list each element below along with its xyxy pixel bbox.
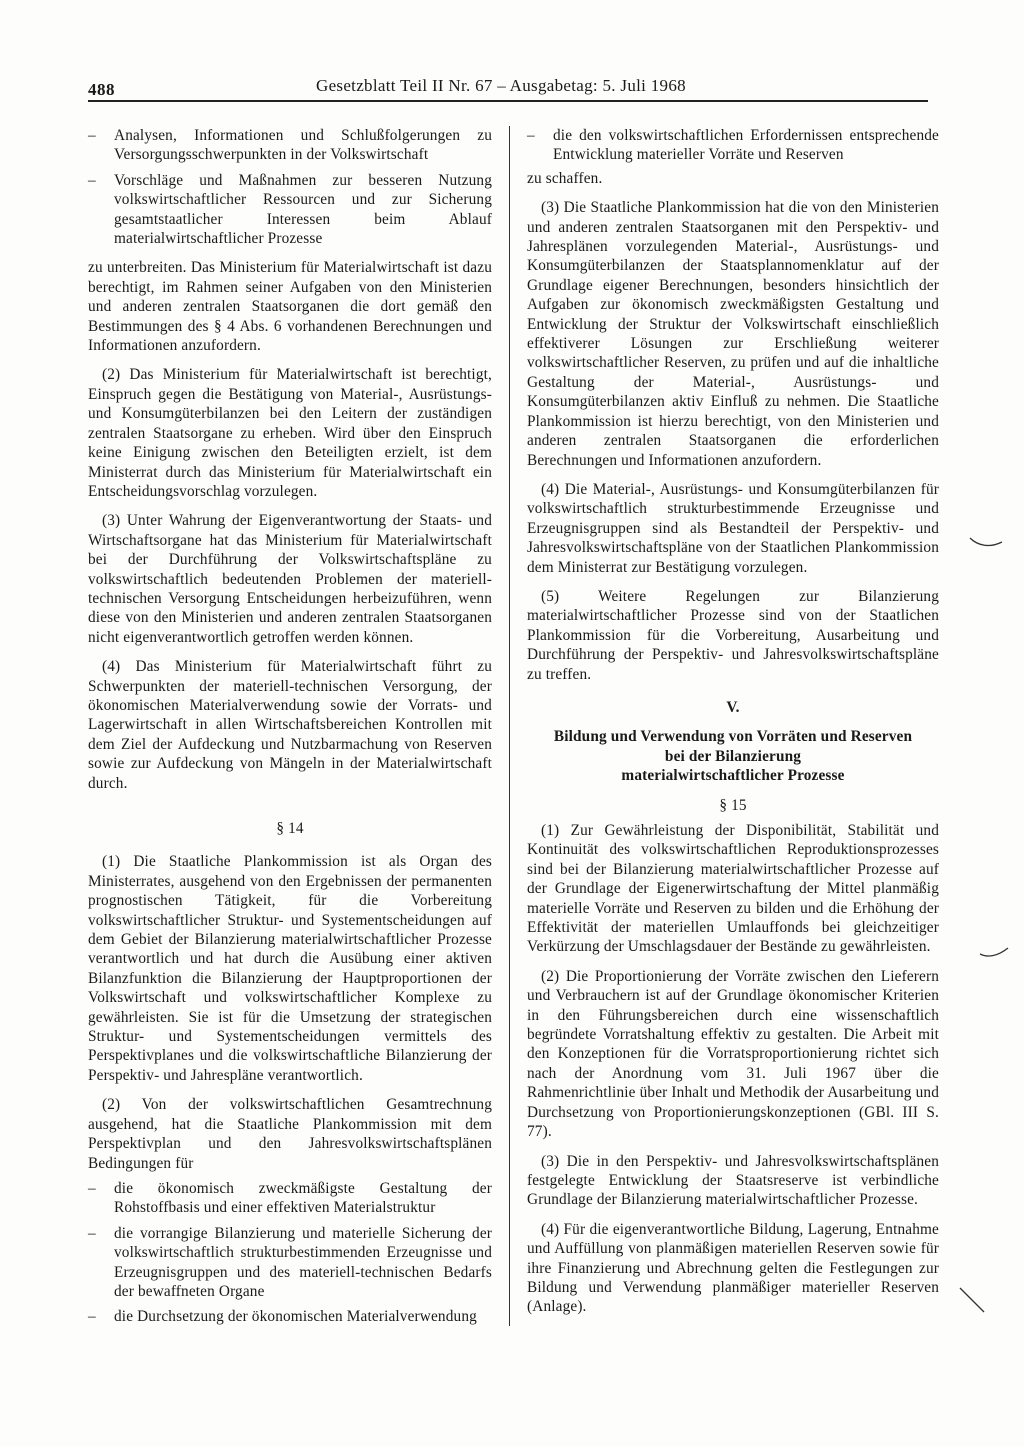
list-item-text: die vorrangige Bilanzierung und materielle Sicherung der volkswirtschaftlich strukturbestimmenden Erzeugnisse und Erzeugnisgruppen und des materiell-technischen Bedarfs der bewaffneten Organe [114, 1224, 492, 1300]
list-item-text: Analysen, Informationen und Schlußfolgerungen zu Versorgungsschwerpunkten in der Volkswirtschaft [114, 127, 492, 164]
list-item [88, 1307, 492, 1326]
chapter-title-line: Bildung und Verwendung von Vorräten und Reserven [553, 728, 913, 746]
chapter-title-line: materialwirtschaftlicher Prozesse [621, 767, 845, 785]
right-column [527, 126, 939, 1327]
paragraph-14-2: (2) Von der volkswirtschaftlichen Gesamtrechnung ausgehend, hat die Staatliche Plankommission mit dem Perspektivplan und den Jahresvolkswirtschaftsplänen Bedingungen für [88, 1096, 492, 1172]
list-item-text: die ökonomisch zweckmäßigste Gestaltung der Rohstoffbasis und einer effektiven Materialstruktur [114, 1179, 492, 1217]
paragraph-schaffen: zu schaffen. [527, 169, 603, 187]
paragraph-15-2: (2) Die Proportionierung der Vorräte zwischen den Lieferern und Verbrauchern ist auf der Grundlage ökonomischer Kriterien in den Führungsbereichen durch eine wissenschaftlich begründete Vorratshaltung effektiv zu gestalten. Die Arbeit mit den Konzeptionen für die Vorratsproportionierung richtet sich nach der Anordnung vom 31. Juli 1967 über die Rahmenrichtlinie über Inhalt und Methodik der Ausarbeitung und Durchsetzung von Proportionierungskonzeptionen (GBl. III S. 77). [527, 967, 939, 1141]
paragraph-14-4: (4) Die Material-, Ausrüstungs- und Konsumgüterbilanzen für volkswirtschaftlich strukturbestimmende Erzeugnisse und Erzeugnisgruppen sind als Bestandteil der Perspektiv- und Jahresvolkswirtschaftspläne von der Staatlichen Plankommission dem Ministerrat zur Bestätigung vorzulegen. [527, 480, 939, 576]
chapter-title-line: bei der Bilanzierung [664, 747, 802, 765]
dash-bullet: – [527, 127, 535, 144]
paragraph-14-5: (5) Weitere Regelungen zur Bilanzierung materialwirtschaftlicher Prozesse sind von der Staatlichen Plankommission für die Vorbereitung, Ausarbeitung und Durchführung der Perspektiv- und Jahresvolkswirtschaftspläne zu treffen. [527, 587, 939, 683]
dash-bullet: – [88, 1224, 96, 1242]
list-item-text: Vorschläge und Maßnahmen zur besseren Nutzung volkswirtschaftlicher Ressourcen und zur Sicherung gesamtstaatlicher Interessen beim Ablauf materialwirtschaftlicher Prozesse [114, 171, 492, 248]
margin-check-mark-icon [968, 532, 1004, 552]
paragraph-14-3: (3) Die Staatliche Plankommission hat die von den Ministerien und anderen zentralen Staatsorganen mit den Perspektiv- und Jahresplänen vorzulegenden Material-, Ausrüstungs- und Konsumgüterbilanzen der Staatsplannomenklatur auf der Grundlage eigener Berechnungen, besonders hinsichtlich der Aufgaben zur ökonomisch zweckmäßigsten Gestaltung und Entwicklung der Struktur der Volkswirtschaft einschließlich effektiverer Lösungen zur Erschließung weiterer volkswirtschaftlicher Reserven, zu prüfen und auf die inhaltliche Gestaltung der Material-, Ausrüstungs- und Konsumgüterbilanzen aktiv Einfluß zu nehmen. Die Staatliche Plankommission ist hierzu berechtigt, von den Ministerien und anderen zentralen Staatsorganen die erforderlichen Berechnungen und Informationen anzufordern. [527, 199, 939, 469]
dash-bullet: – [88, 127, 96, 144]
paragraph-15-1: (1) Zur Gewährleistung der Disponibilität, Stabilität und Kontinuität des volkswirtschaftlichen Reproduktionsprozesses sind bei der Bilanzierung materialwirtschaftlicher Prozesse auf der Grundlage der Eigenerwirtschaftung der Mittel planmäßig materielle Vorräte und Reserven zu bilden und die Erhöhung der Effektivität der materiellen Umlauffonds bei gleichzeitiger Verkürzung der Umschlagsdauer der Bestände zu gewährleisten. [527, 822, 939, 956]
dash-bullet: – [88, 171, 96, 189]
paragraph-13-4: (4) Das Ministerium für Materialwirtschaft führt zu Schwerpunkten der materiell-technischen Versorgung, der ökonomischen Materialverwendung sowie der Vorrats- und Lagerwirtschaft in allen Wirtschaftsbereichen Kontrollen mit dem Ziel der Aufdeckung und Nutzbarmachung von Reserven sowie zur Aufdeckung von Mängeln in der Materialwirtschaft durch. [88, 658, 492, 792]
list-item [527, 126, 939, 165]
left-column [88, 126, 492, 1333]
chapter-number: V. [726, 698, 740, 716]
list-item-text: die Durchsetzung der ökonomischen Materialverwendung [114, 1308, 477, 1326]
running-head: Gesetzblatt Teil II Nr. 67 – Ausgabetag: 5. Juli 1968 [316, 76, 686, 95]
margin-stroke-mark-icon [958, 1286, 988, 1316]
paragraph-15-4: (4) Für die eigenverantwortliche Bildung, Lagerung, Entnahme und Auffüllung von planmäßigen materiellen Reserven sowie für ihre Finanzierung und Abrechnung gelten die Festlegungen zur Bildung und Verwendung planmäßiger materieller Reserven (Anlage). [527, 1220, 939, 1316]
list-item [88, 171, 492, 249]
list-item-text: die den volkswirtschaftlichen Erfordernissen entsprechende Entwicklung materieller Vorräte und Reserven [553, 127, 939, 164]
paragraph-13-3: (3) Unter Wahrung der Eigenverantwortung der Staats- und Wirtschaftsorgane hat das Ministerium für Materialwirtschaft bei der Durchführung der Volkswirtschaftspläne zu volkswirtschaftlich bedeutenden Problemen der materiell-technischen Versorgung Entscheidungen herbeizuführen, wenn diese von den Ministerien und anderen zentralen Staatsorganen nicht eigenverantwortlich getroffen werden können. [88, 512, 492, 646]
section-heading-14: § 14 [276, 820, 304, 837]
paragraph-unterbreiten: zu unterbreiten. Das Ministerium für Materialwirtschaft ist dazu berechtigt, im Rahmen seiner Aufgaben von den Ministerien und anderen zentralen Staatsorganen die dort gemäß den Bestimmungen des § 4 Abs. 6 vorhandenen Berechnungen und Informationen anzufordern. [88, 259, 492, 355]
header-rule [88, 100, 928, 102]
paragraph-15-3: (3) Die in den Perspektiv- und Jahresvolkswirtschaftsplänen festgelegte Entwicklung der Staatsreserve ist verbindliche Grundlage der Bilanzierung materialwirtschaftlicher Prozesse. [527, 1152, 939, 1209]
list-item [88, 126, 492, 165]
section-heading-15: § 15 [719, 796, 747, 814]
dash-bullet: – [88, 1308, 96, 1326]
list-item [88, 1224, 492, 1302]
list-item [88, 1179, 492, 1218]
column-divider [509, 126, 510, 1326]
page-number: 488 [88, 80, 115, 99]
margin-tick-mark-icon [978, 944, 1014, 964]
dash-bullet: – [88, 1179, 96, 1197]
paragraph-13-2: (2) Das Ministerium für Materialwirtschaft ist berechtigt, Einspruch gegen die Bestätigung von Material-, Ausrüstungs- und Konsumgüterbilanzen bei den Leitern der zuständigen zentralen Staatsorgane zu erheben. Wird über den Einspruch keine Einigung zwischen den Beteiligten erzielt, ist dem Ministerrat durch das Ministerium für Materialwirtschaft ein Entscheidungsvorschlag vorzulegen. [88, 366, 492, 500]
paragraph-14-1: (1) Die Staatliche Plankommission ist als Organ des Ministerrates, ausgehend von den Ergebnissen der permanenten prognostischen Tätigkeit, für die Vorbereitung volkswirtschaftlicher Struktur- und Systementscheidungen auf dem Gebiet der Bilanzierung materialwirtschaftlicher Prozesse verantwortlich und hat durch die Ausübung einer aktiven Bilanzfunktion die Bilanzierung der Hauptproportionen der Volkswirtschaft und volkswirtschaftlicher Komplexe zu gewährleisten. Sie ist für die Umsetzung der strategischen Struktur- und Systementscheidungen vermittels des Perspektivplanes und die volkswirtschaftliche Bilanzierung der Perspektiv- und Jahrespläne verantwortlich. [88, 853, 492, 1084]
chapter-title [527, 727, 939, 785]
